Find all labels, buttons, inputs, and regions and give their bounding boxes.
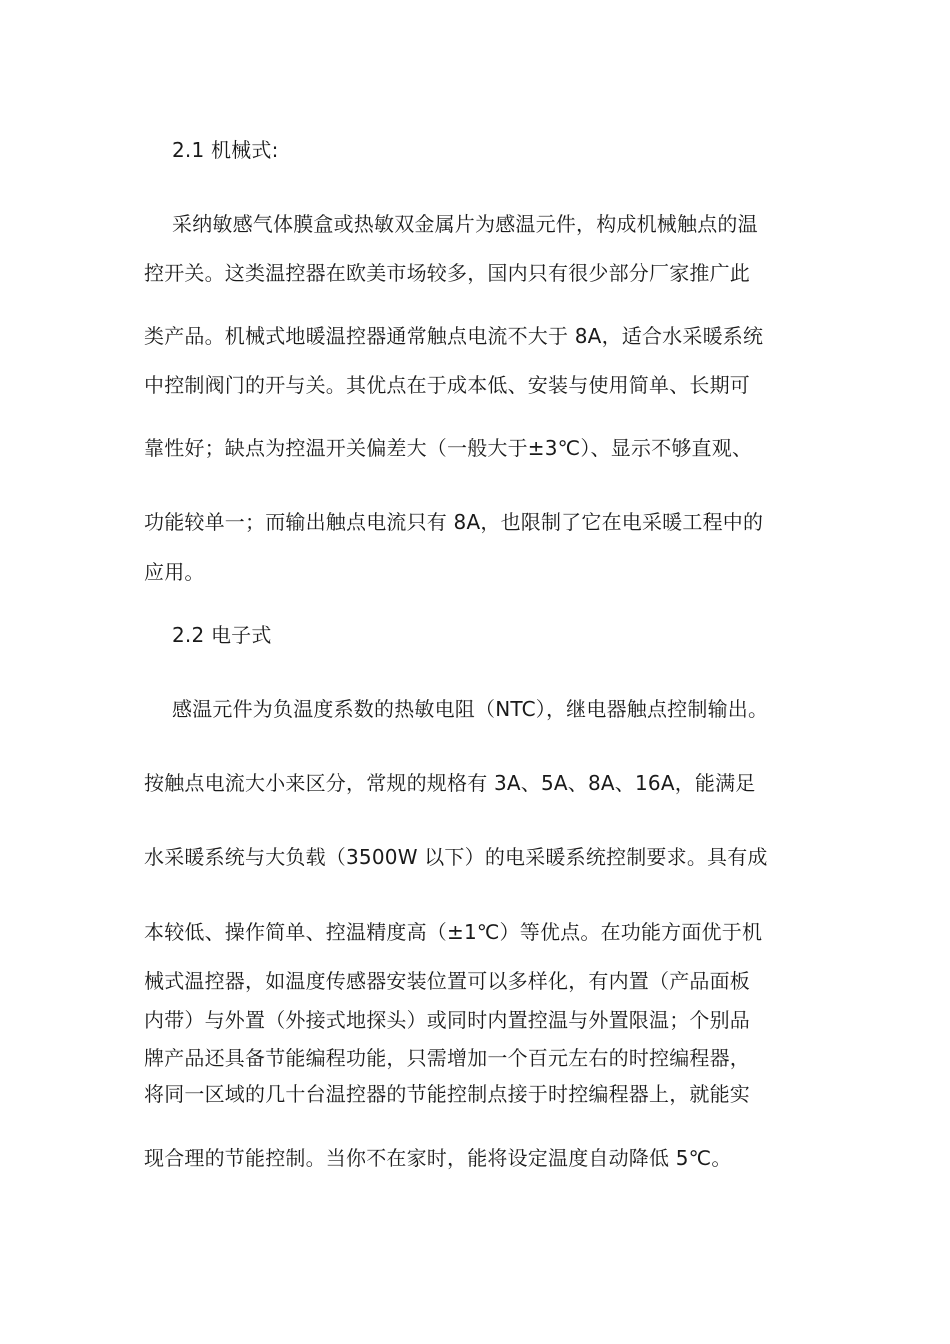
paragraph-line: 采纳敏感气体膜盒或热敏双金属片为感温元件，构成机械触点的温	[172, 212, 758, 236]
paragraph-line: 牌产品还具备节能编程功能，只需增加一个百元左右的时控编程器，	[144, 1046, 750, 1070]
section-heading-electronic: 2.2 电子式	[172, 623, 272, 647]
paragraph-line: 感温元件为负温度系数的热敏电阻（NTC），继电器触点控制输出。	[172, 697, 769, 721]
paragraph-line: 内带）与外置（外接式地探头）或同时内置控温与外置限温；个别品	[144, 1008, 750, 1032]
paragraph-line: 按触点电流大小来区分，常规的规格有 3A、5A、8A、16A，能满足	[144, 771, 756, 795]
paragraph-line: 靠性好；缺点为控温开关偏差大（一般大于±3℃）、显示不够直观、	[144, 436, 753, 460]
paragraph-line: 械式温控器，如温度传感器安装位置可以多样化，有内置（产品面板	[144, 969, 750, 993]
paragraph-line: 类产品。机械式地暖温控器通常触点电流不大于 8A，适合水采暖系统	[144, 324, 764, 348]
paragraph-line: 控开关。这类温控器在欧美市场较多，国内只有很少部分厂家推广此	[144, 261, 750, 285]
paragraph-line: 将同一区域的几十台温控器的节能控制点接于时控编程器上，就能实	[144, 1082, 750, 1106]
paragraph-line: 应用。	[144, 560, 205, 584]
section-heading-mechanical: 2.1 机械式:	[172, 138, 279, 162]
paragraph-line: 现合理的节能控制。当你不在家时，能将设定温度自动降低 5℃。	[144, 1146, 732, 1170]
paragraph-line: 中控制阀门的开与关。其优点在于成本低、安装与使用简单、长期可	[144, 373, 750, 397]
paragraph-line: 本较低、操作简单、控温精度高（±1℃）等优点。在功能方面优于机	[144, 920, 763, 944]
paragraph-line: 水采暖系统与大负载（3500W 以下）的电采暖系统控制要求。具有成	[144, 845, 768, 869]
paragraph-line: 功能较单一；而输出触点电流只有 8A，也限制了它在电采暖工程中的	[144, 510, 764, 534]
